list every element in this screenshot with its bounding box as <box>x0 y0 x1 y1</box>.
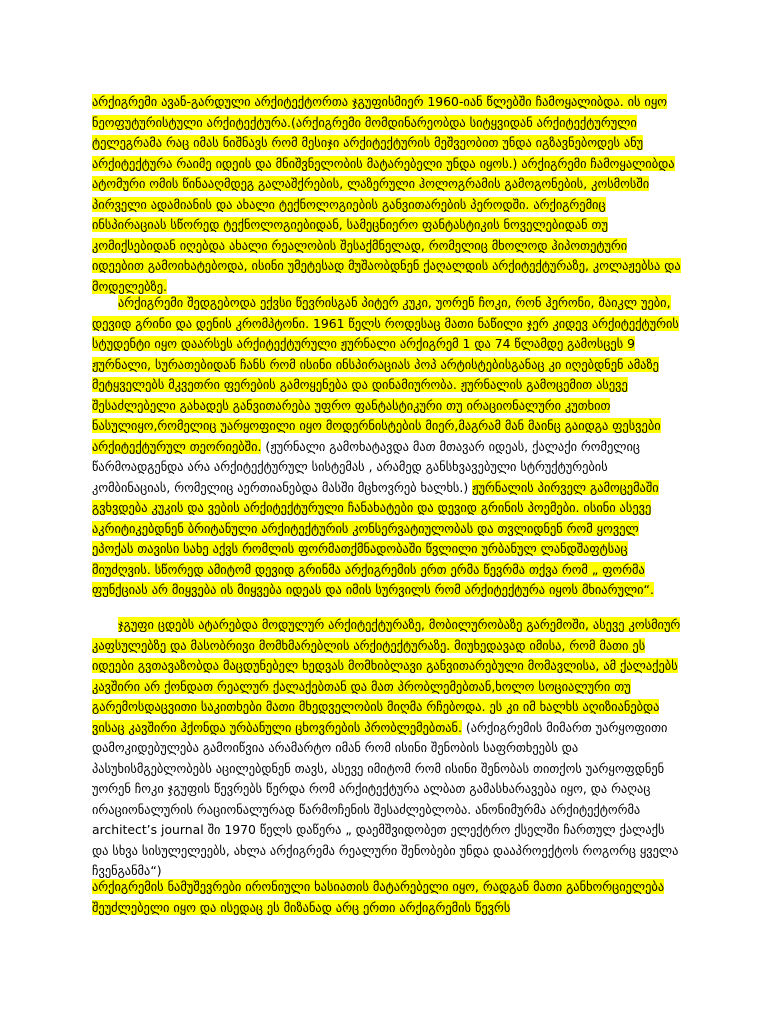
highlighted-text: არქიგრემი შედგებოდა ექვსი წევრისგან პიტერ კუკი, უორენ ჩოკი, რონ ჰერონი, მაიკლ უები, დევიდ გრინი და დენის კრომპტონი. 1961 წელს როდესაც მათი ნაწილი ჯერ კიდევ არქიტექტურის სტუდენტი იყო დაარსეს არქიტექტურული ჟურნალი არქიგრემ 1 და 74 წლამდე გამოსცეს 9 ჟურნალი, სურათებიდან ჩანს რომ ისინი ინსპირაციას პოპ არტისტებისგანაც კი იღებდნენ ამაზე მეტყველებს მკვეთრი ფერების გამოყენება და დინამიურობა. ჟურნალის გამოცემით ასევე შესაძლებელი გახადეს განვითარება უფრო ფანტასტიკური თუ ირაციონალური კუთხით ნასულიყო,რომელიც უარყოფილი იყო მოდერნისტების მიერ,მაგრამ მან მაინც გაიდგა ფესვები არქიტექტურულ თეორიებში. <box>92 295 679 454</box>
highlighted-text: ჯგუფი ცდებს ატარებდა მოდულურ არქიტექტურაზე, მობილურობაზე გარემოში, ასევე კოსმიურ კაფსულებზე და მასობრივი მომხმარებლის არქიტექტურაზე. მიუხედავად იმისა, რომ მათი ეს იდეები გვთავაზობდა მაცდუნებელ ხედვას მომხიბლავი განვითარებული მომავლისა, ამ ქალაქებს კავშირი არ ქონდათ რეალურ ქალაქებთან და მათ პრობლემებთან,ხოლო სოციალური თუ გარემოსდაცვითი საკითხები მათი მხედველობის მიღმა რჩებოდა. ეს კი იმ ხალხს აღიზიანებდა ვისაც კავშირი ჰქონდა ურბანული ცხოვრების პრობლემებთან. <box>92 617 681 735</box>
highlighted-text: ჟურნალის პირველ გამოცემაში გვხვდება კუკის და ვების არქიტექტურული ჩანახატები და დევიდ გრინის პოემები. ისინი ასევე აკრიტიკებდნენ ბრიტანული არქიტექტურის კონსერვატიულობას და თვლიდნენ რომ ყოველ ეპოქას თავისი სახე აქვს რომლის ფორმათქმნადობაში წვლილი ურბანულ ლანდშაფტსაც მიუძღვის. სწორედ ამიტომ დევიდ გრინმა არქიგრემის ერთ ერმა წევრმა თქვა რომ „ ფორმა ფუნქციას არ მიყვება ის მიყვება იდეას და იმის სურვილს რომ არქიტექტურა იყოს მხიარული“. <box>92 479 659 597</box>
plain-text: (არქიგრემის მიმართ უარყოფითი დამოკიდებულება გამოიწვია არამარტო იმან რომ ისინი შენობის საფრთხეებს და პასუხისმგებლობებს აცილებდნენ თავს, ასევე იმიტომ რომ ისინი შენობას თითქოს უარყოფდნენ უორენ ჩოკი ჯგუფის წევრებს წერდა რომ არქიტექტურა ალბათ გამასხარავება იყო, და რაღაც ირაციონალურის რაციონალურად წარმოჩენის შესაძლებლობა. ანონიმურმა არქიტექტორმა architect’s journal ში 1970 წელს დაწერა „ დაემშვიდობეთ ელექტრო ქსელში ჩართულ ქალაქს და სხვა სისულელეებს, ახლა არქიგრემა რეალური შენობები უნდა დააპროექტოს როგორც ყველა ჩვენგანმა“) <box>92 719 679 878</box>
paragraph-intro <box>92 92 682 297</box>
highlighted-text: არქიგრემი ავან-გარდული არქიტექტორთა ჯგუფისმიერ 1960-იან წლებში ჩამოყალიბდა. ის იყო ნეოფუტურისტული არქიტექტურა.(არქიგრემი მომდინარეობდა სიტყვიდან არქიტექტურული ტელეგრამა რაც იმას ნიშნავს რომ მესიჯი არქიტექტურის მეშვეობით უნდა იგზავნებოდეს ანუ არქიტექტურა რაიმე იდეის და მნიშვნელობის მატარებელი უნდა იყოს.) არქიგრემი ჩამოყალიბდა ატომური ომის წინააღმდეგ გალაშქრების, ლაზერული ჰოლოგრამის გამოგონების, კოსმოსში პირველი ადამიანის და ახალი ტექნოლოგიების განვითარების პეროდში. არქიგრემიც ინსპირაციას სწორედ ტექნოლოგიებიდან, სამეცნიერო ფანტასტიკის ნოველებიდან თუ კომიქსებიდან იღებდა ახალი რეალობის შესაქმნელად, რომელიც მხოლოდ ჰიპოთეტური იდეებით გამოიხატებოდა, ისინი უმეტესად მუშაობდნენ ქაღალდის არქიტექტურაზე, კოლაჟებსა და მოდელებზე. <box>92 94 681 294</box>
paragraph-experiments <box>92 615 682 882</box>
plain-text: (ჟურნალი გამოხატავდა მათ მთავარ იდეას, ქალაქი რომელიც წარმოადგენდა არა არქიტექტურულ სისტემას , არამედ განსხვავებული სტრუქტურების კომბინაციას, რომელიც აერთიანებდა მასში მცხოვრებ ხალხს.) <box>92 438 640 495</box>
paragraph-members <box>92 293 682 601</box>
paragraph-irony <box>92 877 682 918</box>
highlighted-text: არქიგრემის ნამუშევრები ირონიული ხასიათის მატარებელი იყო, რადგან მათი განხორციელება შეუძლებელი იყო და ისედაც ეს მიზანად არც ერთი არქიგრემის წევრს <box>92 879 665 915</box>
